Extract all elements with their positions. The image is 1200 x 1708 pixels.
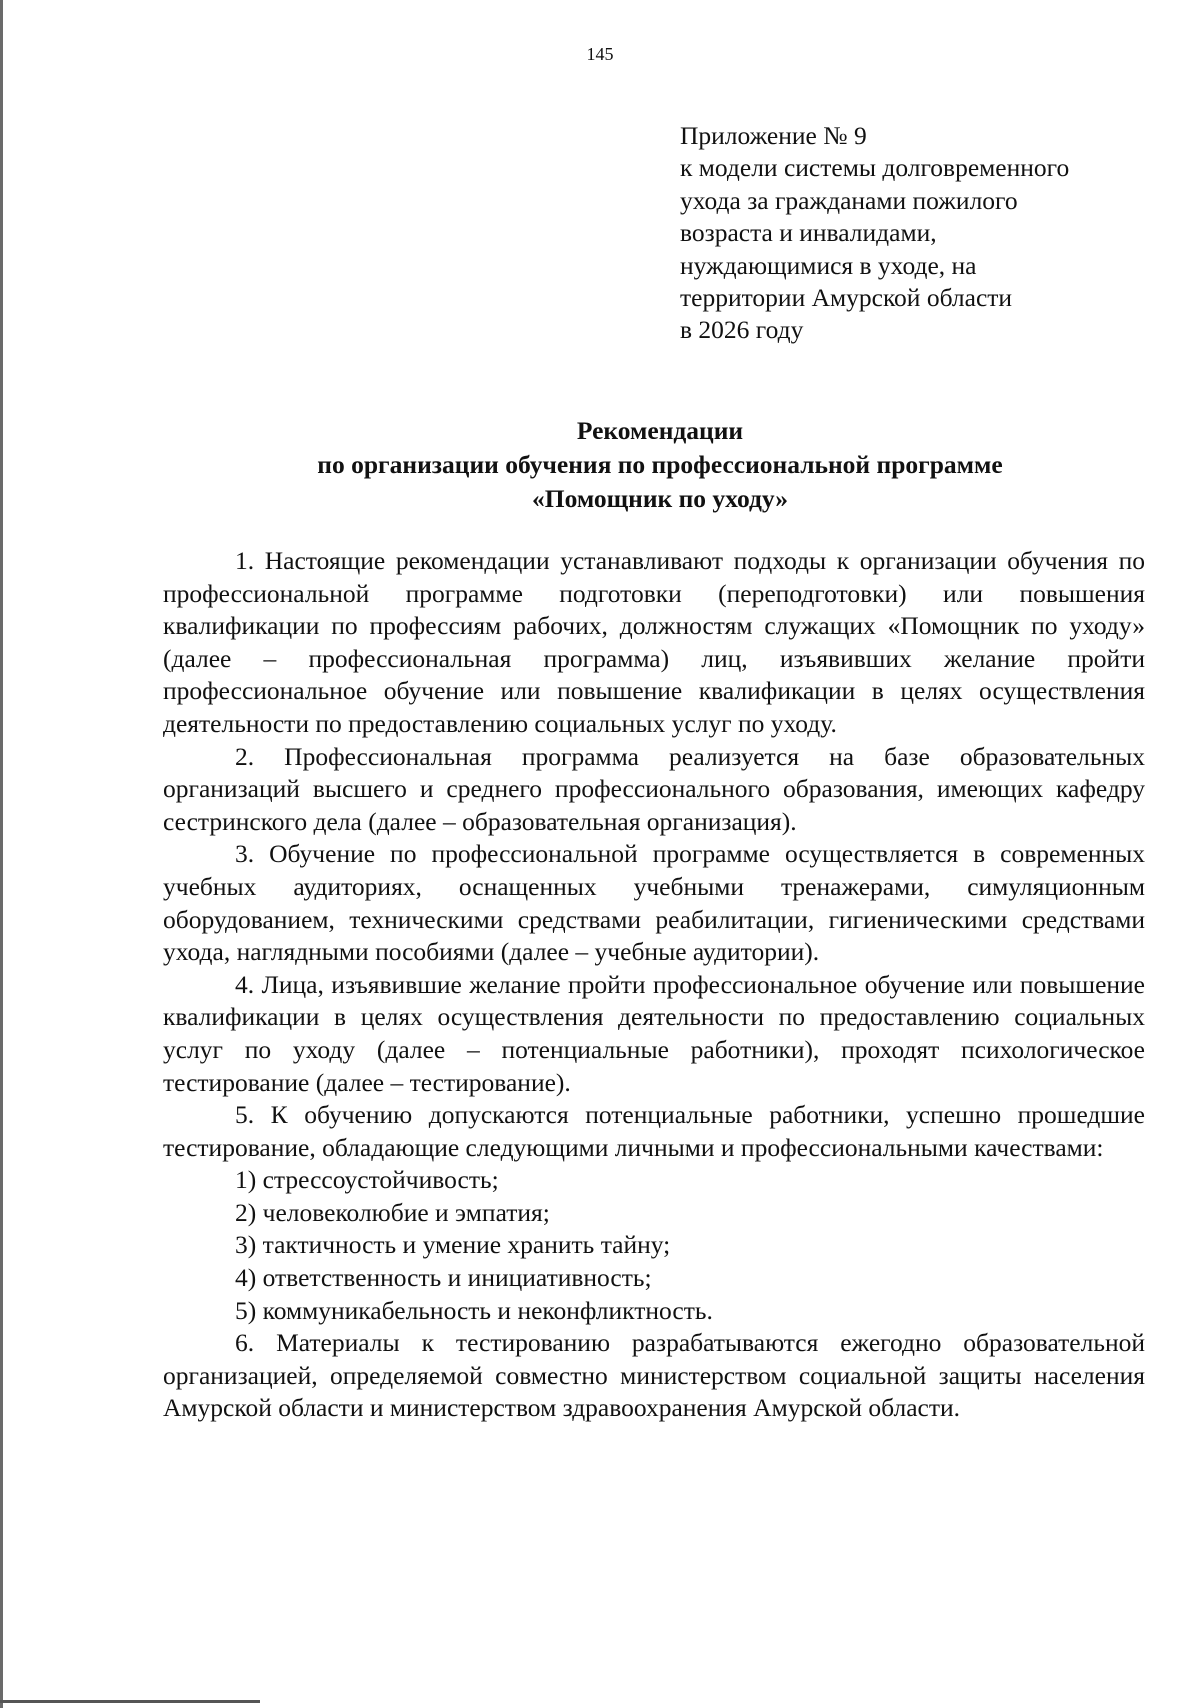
appendix-line: Приложение № 9 (680, 121, 867, 150)
appendix-line: нуждающимися в уходе, на (680, 250, 977, 280)
document-title (160, 414, 1160, 516)
list-item: 2) человеколюбие и эмпатия; (235, 1197, 550, 1227)
appendix-line: возраста и инвалидами, (680, 218, 937, 248)
title-line: «Помощник по уходу» (531, 484, 788, 513)
list-item: 4) ответственность и инициативность; (235, 1263, 652, 1293)
appendix-line: к модели системы долговременного (680, 153, 1070, 183)
paragraph-3: 3. Обучение по профессиональной программе осуществляется в современных учебных аудиториях, оснащенных учебными тренажерами, симуляционным оборудованием, техническими средствами реабилитации, гигиеническими средствами ухода, наглядными пособиями (далее – учебные аудитории). (163, 839, 1145, 967)
list-item: 5) коммуникабельность и неконфликтность. (235, 1295, 713, 1325)
appendix-line: в 2026 году (680, 315, 804, 345)
scan-border-bottom (0, 1700, 260, 1703)
paragraph-2: 2. Профессиональная программа реализуется на базе образовательных организаций высшего и среднего профессионального образования, имеющих кафедру сестринского дела (далее – образовательная организация). (163, 741, 1145, 836)
paragraph-4: 4. Лица, изъявившие желание пройти профессиональное обучение или повышение квалификации в целях осуществления деятельности по предоставлению социальных услуг по уходу (далее – потенциальные работники), проходят психологическое тестирование (далее – тестирование). (163, 969, 1145, 1097)
appendix-line: территории Амурской области (680, 283, 1013, 313)
title-line: Рекомендации (576, 416, 744, 445)
paragraph-6: 6. Материалы к тестированию разрабатываются ежегодно образовательной организацией, определяемой совместно министерством социальной защиты населения Амурской области и министерством здравоохранения Амурской области. (163, 1328, 1145, 1423)
appendix-line: ухода за гражданами пожилого (680, 185, 1018, 215)
title-line: по организации обучения по профессиональной программе (317, 450, 1003, 479)
page-number: 145 (586, 44, 614, 64)
scan-border-left (0, 0, 3, 1708)
appendix-header (680, 120, 1180, 347)
paragraph-5: 5. К обучению допускаются потенциальные работники, успешно прошедшие тестирование, обладающие следующими личными и профессиональными качествами: (163, 1100, 1145, 1162)
paragraph-1: 1. Настоящие рекомендации устанавливают подходы к организации обучения по профессиональной программе подготовки (переподготовки) или повышения квалификации по профессиям рабочих, должностям служащих «Помощник по уходу» (далее – профессиональная программа) лиц, изъявивших желание пройти профессиональное обучение или повышение квалификации в целях осуществления деятельности по предоставлению социальных услуг по уходу. (163, 546, 1145, 738)
document-body (163, 545, 1145, 1425)
list-item: 1) стрессоустойчивость; (235, 1165, 499, 1195)
list-item: 3) тактичность и умение хранить тайну; (235, 1230, 671, 1260)
